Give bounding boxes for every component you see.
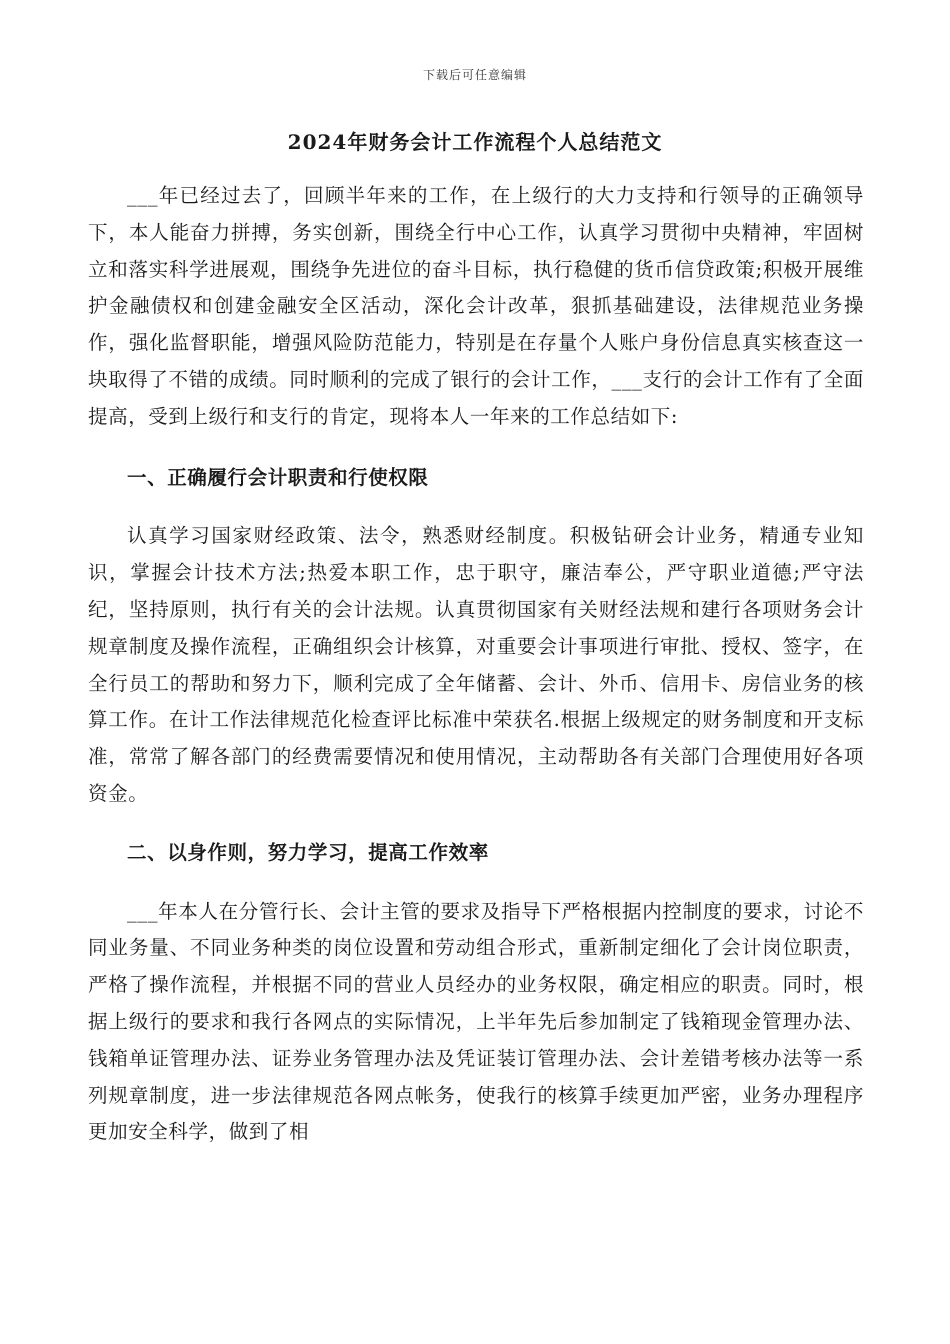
section-heading-2: 二、以身作则，努力学习，提高工作效率 — [127, 840, 489, 864]
document-title: 2024年财务会计工作流程个人总结范文 — [287, 130, 663, 154]
section-paragraph-1: 认真学习国家财经政策、法令，熟悉财经制度。积极钻研会计业务，精通专业知识，掌握会计技术方法;热爱本职工作，忠于职守，廉洁奉公，严守职业道德;严守法纪，坚持原则，执行有关的会计法规。认真贯彻国家有关财经法规和建行各项财务会计规章制度及操作流程，正确组织会计核算，对重要会计事项进行审批、授权、签字，在全行员工的帮助和努力下，顺利完成了全年储蓄、会计、外币、信用卡、房信业务的核算工作。在计工作法律规范化检查评比标准中荣获名.根据上级规定的财务制度和开支标准，常常了解各部门的经费需要情况和使用情况，主动帮助各有关部门合理使用好各项资金。 — [88, 524, 864, 805]
intro-paragraph: ___年已经过去了，回顾半年来的工作，在上级行的大力支持和行领导的正确领导下，本人能奋力拼搏，务实创新，围绕全行中心工作，认真学习贯彻中央精神，牢固树立和落实科学进展观，围绕争先进位的奋斗目标，执行稳健的货币信贷政策;积极开展维护金融债权和创建金融安全区活动，深化会计改革，狠抓基础建设，法律规范业务操作，强化监督职能，增强风险防范能力，特别是在存量个人账户身份信息真实核查这一块取得了不错的成绩。同时顺利的完成了银行的会计工作，___支行的会计工作有了全面提高，受到上级行和支行的肯定，现将本人一年来的工作总结如下: — [88, 184, 864, 428]
section-heading-1: 一、正确履行会计职责和行使权限 — [127, 465, 429, 489]
document-body — [88, 178, 864, 1151]
header-note: 下载后可任意编辑 — [422, 68, 527, 82]
section-paragraph-2: ___年本人在分管行长、会计主管的要求及指导下严格根据内控制度的要求，讨论不同业务量、不同业务种类的岗位设置和劳动组合形式，重新制定细化了会计岗位职责，严格了操作流程，并根据不同的营业人员经办的业务权限，确定相应的职责。同时，根据上级行的要求和我行各网点的实际情况，上半年先后参加制定了钱箱现金管理办法、钱箱单证管理办法、证券业务管理办法及凭证装订管理办法、会计差错考核办法等一系列规章制度，进一步法律规范各网点帐务，使我行的核算手续更加严密，业务办理程序更加安全科学，做到了相 — [88, 899, 864, 1144]
